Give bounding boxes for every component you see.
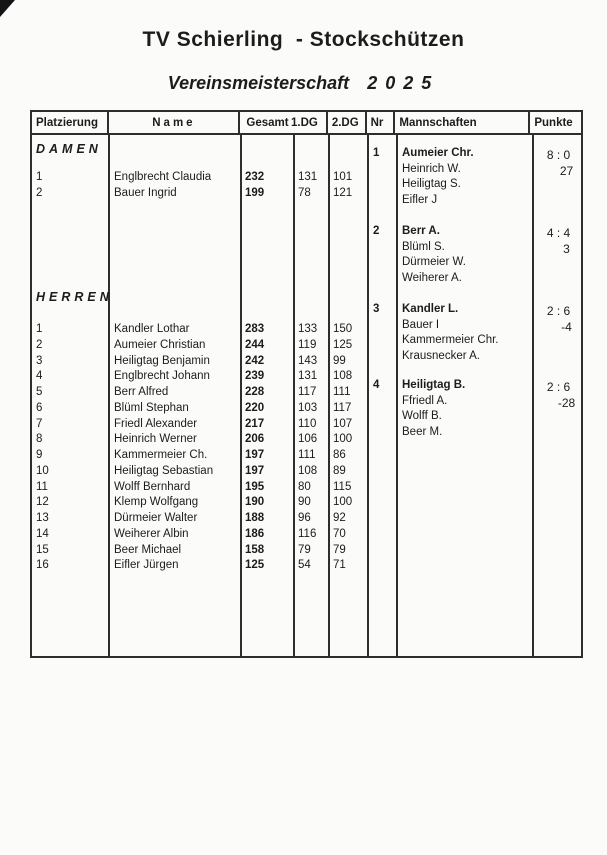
team-nr: 2 <box>373 225 380 237</box>
row-platz: 1 <box>36 323 43 335</box>
row-dg1: 103 <box>298 401 318 414</box>
row-gesamt: 228 <box>245 386 265 398</box>
page-subtitle <box>0 73 607 94</box>
row-dg2: 101 <box>333 171 353 183</box>
row-platz: 7 <box>36 417 43 430</box>
row-platz: 13 <box>36 512 49 524</box>
row-dg1: 116 <box>298 527 317 540</box>
team-score: 4 : 4 <box>546 226 571 240</box>
row-dg2: 125 <box>333 338 353 351</box>
row-name: Berr Alfred <box>114 386 169 398</box>
row-name: Kandler Lothar <box>114 323 190 335</box>
row-gesamt: 125 <box>245 559 265 572</box>
row-gesamt: 239 <box>245 370 265 383</box>
row-dg1: 54 <box>298 559 311 572</box>
row-dg1: 106 <box>298 433 318 446</box>
row-gesamt: 206 <box>245 433 265 446</box>
col-header-gesamt-1dg <box>240 112 327 133</box>
row-gesamt: 197 <box>245 464 265 477</box>
row-dg2: 121 <box>333 187 353 199</box>
team-diff: -4 <box>561 320 572 334</box>
team-member: Heinrich W. <box>402 162 461 175</box>
row-gesamt: 199 <box>245 187 265 199</box>
team-member: Bauer I <box>402 318 440 331</box>
row-gesamt: 190 <box>245 496 265 509</box>
row-dg1: 131 <box>298 171 318 183</box>
row-dg1: 143 <box>298 354 318 367</box>
team-member: Ffriedl A. <box>402 394 448 407</box>
col-header-platzierung: Platzierung <box>32 112 109 133</box>
team-member: Kandler L. <box>402 303 459 315</box>
team-member: Dürmeier W. <box>402 256 466 269</box>
row-platz: 14 <box>36 527 49 540</box>
col-header-gesamt: Gesamt <box>246 116 289 129</box>
row-platz: 4 <box>36 370 43 383</box>
row-gesamt: 186 <box>245 527 265 540</box>
row-name: Bauer Ingrid <box>114 187 177 199</box>
row-dg1: 79 <box>298 543 311 556</box>
row-gesamt: 217 <box>245 417 265 430</box>
row-name: Beer Michael <box>114 543 182 556</box>
row-dg1: 78 <box>298 187 311 199</box>
row-name: Heiligtag Benjamin <box>114 354 210 367</box>
team-score: 2 : 6 <box>546 380 571 394</box>
row-dg1: 119 <box>298 338 317 351</box>
col-header-name: Name <box>109 112 240 133</box>
col-header-mannschaften: Mannschaften <box>395 112 530 133</box>
row-dg2: 79 <box>333 543 346 556</box>
row-dg1: 90 <box>298 496 311 509</box>
column-divider <box>293 135 295 656</box>
row-dg1: 110 <box>298 417 317 430</box>
row-platz: 3 <box>36 354 43 367</box>
column-divider <box>108 135 110 656</box>
row-dg2: 150 <box>333 323 353 335</box>
team-diff: 3 <box>563 242 570 256</box>
row-platz: 15 <box>36 543 49 556</box>
results-table <box>30 110 583 658</box>
row-name: Friedl Alexander <box>114 417 198 430</box>
team-nr: 4 <box>373 379 380 391</box>
row-gesamt: 220 <box>245 401 265 414</box>
team-member: Berr A. <box>402 225 440 237</box>
team-score: 8 : 0 <box>546 148 571 162</box>
team-member: Aumeier Chr. <box>402 147 474 159</box>
row-name: Kammermeier Ch. <box>114 449 208 461</box>
team-diff: -28 <box>557 396 576 410</box>
section-label: DAMEN <box>36 142 102 156</box>
table-header-row <box>32 112 581 135</box>
column-divider <box>328 135 330 656</box>
row-dg2: 100 <box>333 433 353 446</box>
row-platz: 2 <box>36 187 43 199</box>
section-label: HERREN <box>36 290 113 304</box>
row-name: Eifler Jürgen <box>114 559 179 572</box>
row-dg2: 86 <box>333 449 346 461</box>
col-header-nr: Nr <box>367 112 396 133</box>
row-dg1: 108 <box>298 464 318 477</box>
subtitle-year: 2025 <box>367 73 440 93</box>
row-gesamt: 244 <box>245 338 265 351</box>
row-dg1: 80 <box>298 480 311 493</box>
row-name: Heinrich Werner <box>114 433 197 446</box>
col-header-2dg: 2.DG <box>328 112 367 133</box>
row-gesamt: 195 <box>245 480 265 493</box>
row-dg1: 117 <box>298 386 317 398</box>
row-dg1: 96 <box>298 512 311 524</box>
team-score: 2 : 6 <box>546 304 571 318</box>
row-dg2: 108 <box>333 370 353 383</box>
row-dg1: 111 <box>298 449 316 461</box>
row-dg2: 71 <box>333 559 346 572</box>
row-platz: 9 <box>36 449 43 461</box>
row-dg2: 99 <box>333 354 346 367</box>
team-nr: 1 <box>373 147 380 159</box>
row-name: Aumeier Christian <box>114 338 206 351</box>
team-member: Beer M. <box>402 426 443 439</box>
row-name: Englbrecht Johann <box>114 370 210 383</box>
subtitle-text: Vereinsmeisterschaft <box>167 73 350 93</box>
row-dg2: 100 <box>333 496 353 509</box>
column-divider <box>396 135 398 656</box>
table-body <box>32 135 581 656</box>
column-divider <box>532 135 534 656</box>
row-dg2: 117 <box>333 401 352 414</box>
row-gesamt: 232 <box>245 171 265 183</box>
row-dg1: 133 <box>298 323 318 335</box>
row-gesamt: 158 <box>245 543 265 556</box>
scan-artifact-corner <box>0 0 15 17</box>
page-title: TV Schierling - Stockschützen <box>142 28 465 51</box>
team-member: Blüml S. <box>402 240 445 253</box>
team-nr: 3 <box>373 303 380 315</box>
team-member: Kammermeier Chr. <box>402 334 499 347</box>
row-dg2: 115 <box>333 480 352 493</box>
row-dg2: 89 <box>333 464 346 477</box>
row-name: Weiherer Albin <box>114 527 189 540</box>
row-platz: 6 <box>36 401 43 414</box>
col-header-1dg: 1.DG <box>291 116 318 129</box>
row-platz: 12 <box>36 496 49 509</box>
row-platz: 1 <box>36 171 43 183</box>
row-name: Klemp Wolfgang <box>114 496 199 509</box>
row-gesamt: 188 <box>245 512 265 524</box>
row-dg1: 131 <box>298 370 318 383</box>
row-platz: 5 <box>36 386 43 398</box>
row-dg2: 92 <box>333 512 346 524</box>
row-name: Englbrecht Claudia <box>114 171 212 183</box>
row-name: Blüml Stephan <box>114 401 189 414</box>
col-header-punkte: Punkte <box>534 116 573 129</box>
row-gesamt: 242 <box>245 354 265 367</box>
row-platz: 11 <box>36 480 48 493</box>
row-name: Dürmeier Walter <box>114 512 198 524</box>
row-dg2: 107 <box>333 417 353 430</box>
team-member: Wolff B. <box>402 410 442 423</box>
row-dg2: 111 <box>333 386 351 398</box>
team-diff: 27 <box>559 164 574 178</box>
row-gesamt: 283 <box>245 323 265 335</box>
row-platz: 16 <box>36 559 49 572</box>
row-platz: 2 <box>36 338 43 351</box>
row-platz: 10 <box>36 464 49 477</box>
team-member: Eifler J <box>402 194 438 207</box>
team-member: Heiligtag B. <box>402 379 466 391</box>
row-gesamt: 197 <box>245 449 265 461</box>
column-divider <box>240 135 242 656</box>
team-member: Weiherer A. <box>402 272 462 285</box>
team-member: Heiligtag S. <box>402 178 461 191</box>
row-name: Wolff Bernhard <box>114 480 191 493</box>
row-platz: 8 <box>36 433 43 446</box>
row-name: Heiligtag Sebastian <box>114 464 214 477</box>
column-divider <box>367 135 369 656</box>
team-member: Krausnecker A. <box>402 350 480 363</box>
row-dg2: 70 <box>333 527 346 540</box>
